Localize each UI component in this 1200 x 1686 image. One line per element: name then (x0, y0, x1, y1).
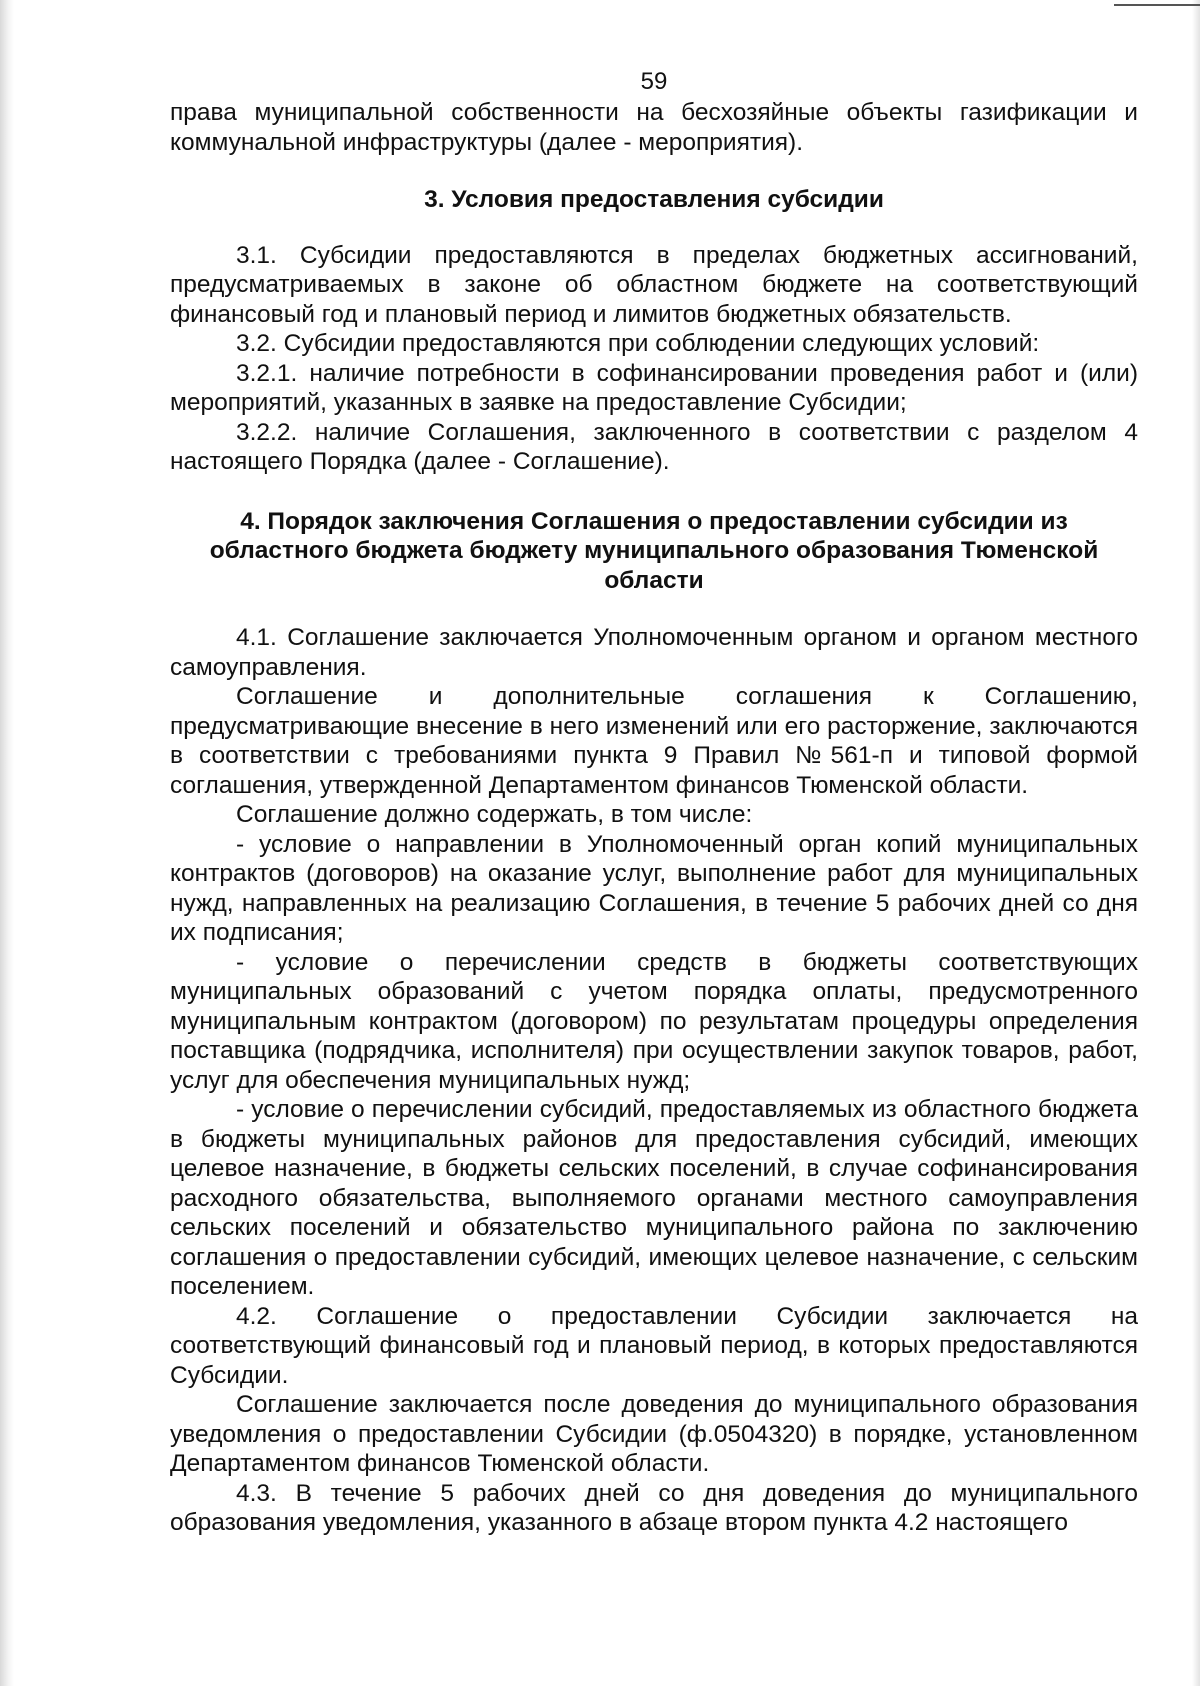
paragraph-continued: права муниципальной собственности на бесхозяйные объекты газификации и коммунальной инфраструктуры (далее - мероприятия). (170, 99, 1138, 156)
paragraph-3-2-1: 3.2.1. наличие потребности в софинансировании проведения работ и (или) мероприятий, указанных в заявке на предоставление Субсидии; (170, 359, 1138, 416)
list-item-transfer-funds: - условие о перечислении средств в бюджеты соответствующих муниципальных образований с учетом порядка оплаты, предусмотренного муниципальным контрактом (договором) по результатам процедуры определения поставщика (подрядчика, исполнителя) при осуществлении закупок товаров, работ, услуг для обеспечения муниципальных нужд; (170, 948, 1138, 1094)
section-4-heading: 4. Порядок заключения Соглашения о предоставлении субсидии из областного бюджета бюджету муниципального образования Тюменской области (209, 507, 1099, 594)
paragraph-3-2: 3.2. Субсидии предоставляются при соблюдении следующих условий: (236, 330, 1040, 357)
scan-left-edge (0, 0, 14, 1686)
document-page (170, 68, 1138, 1668)
paragraph-4-1: 4.1. Соглашение заключается Уполномоченным органом и органом местного самоуправления. (170, 624, 1138, 681)
paragraph-4-2-notice: Соглашение заключается после доведения до муниципального образования уведомления о предоставлении Субсидии (ф.0504320) в порядке, установленном Департаментом финансов Тюменской области. (170, 1391, 1138, 1477)
paragraph-4-1-agreements: Соглашение и дополнительные соглашения к Соглашению, предусматривающие внесение в него изменений или его расторжение, заключаются в соответствии с требованиями пункта 9 Правил №561-п и типовой формой соглашения, утвержденной Департаментом финансов Тюменской области. (170, 683, 1138, 799)
paragraph-4-2: 4.2. Соглашение о предоставлении Субсидии заключается на соответствующий финансовый год и плановый период, в которых предоставляются Субсидии. (170, 1302, 1138, 1389)
list-item-transfer-subsidies: - условие о перечислении субсидий, предоставляемых из областного бюджета в бюджеты муниципальных районов для предоставления субсидий, имеющих целевое назначение, в бюджеты сельских поселений, в случае софинансирования расходного обязательства, выполняемого органами местного самоуправления сельских поселений и обязательство муниципального района по заключению соглашения о предоставлении субсидий, имеющих целевое назначение, с сельским поселением. (170, 1096, 1138, 1300)
page-number: 59 (640, 68, 668, 95)
paragraph-3-1: 3.1. Субсидии предоставляются в пределах бюджетных ассигнований, предусматриваемых в законе об областном бюджете на соответствующий финансовый год и плановый период и лимитов бюджетных обязательств. (170, 241, 1138, 328)
paragraph-3-2-2: 3.2.2. наличие Соглашения, заключенного в соответствии с разделом 4 настоящего Порядка (далее - Соглашение). (170, 418, 1138, 475)
scan-top-mark (1114, 4, 1200, 6)
paragraph-4-1-contents: Соглашение должно содержать, в том числе: (236, 801, 753, 828)
list-item-contracts: - условие о направлении в Уполномоченный орган копий муниципальных контрактов (договоров) на оказание услуг, выполнение работ для муниципальных нужд, направленных на реализацию Соглашения, в течение 5 рабочих дней со дня их подписания; (170, 830, 1138, 946)
paragraph-4-3: 4.3. В течение 5 рабочих дней со дня доведения до муниципального образования уведомления, указанного в абзаце втором пункта 4.2 настоящего (170, 1479, 1138, 1536)
section-3-heading: 3. Условия предоставления субсидии (424, 186, 884, 213)
scan-right-edge (1192, 0, 1200, 1686)
